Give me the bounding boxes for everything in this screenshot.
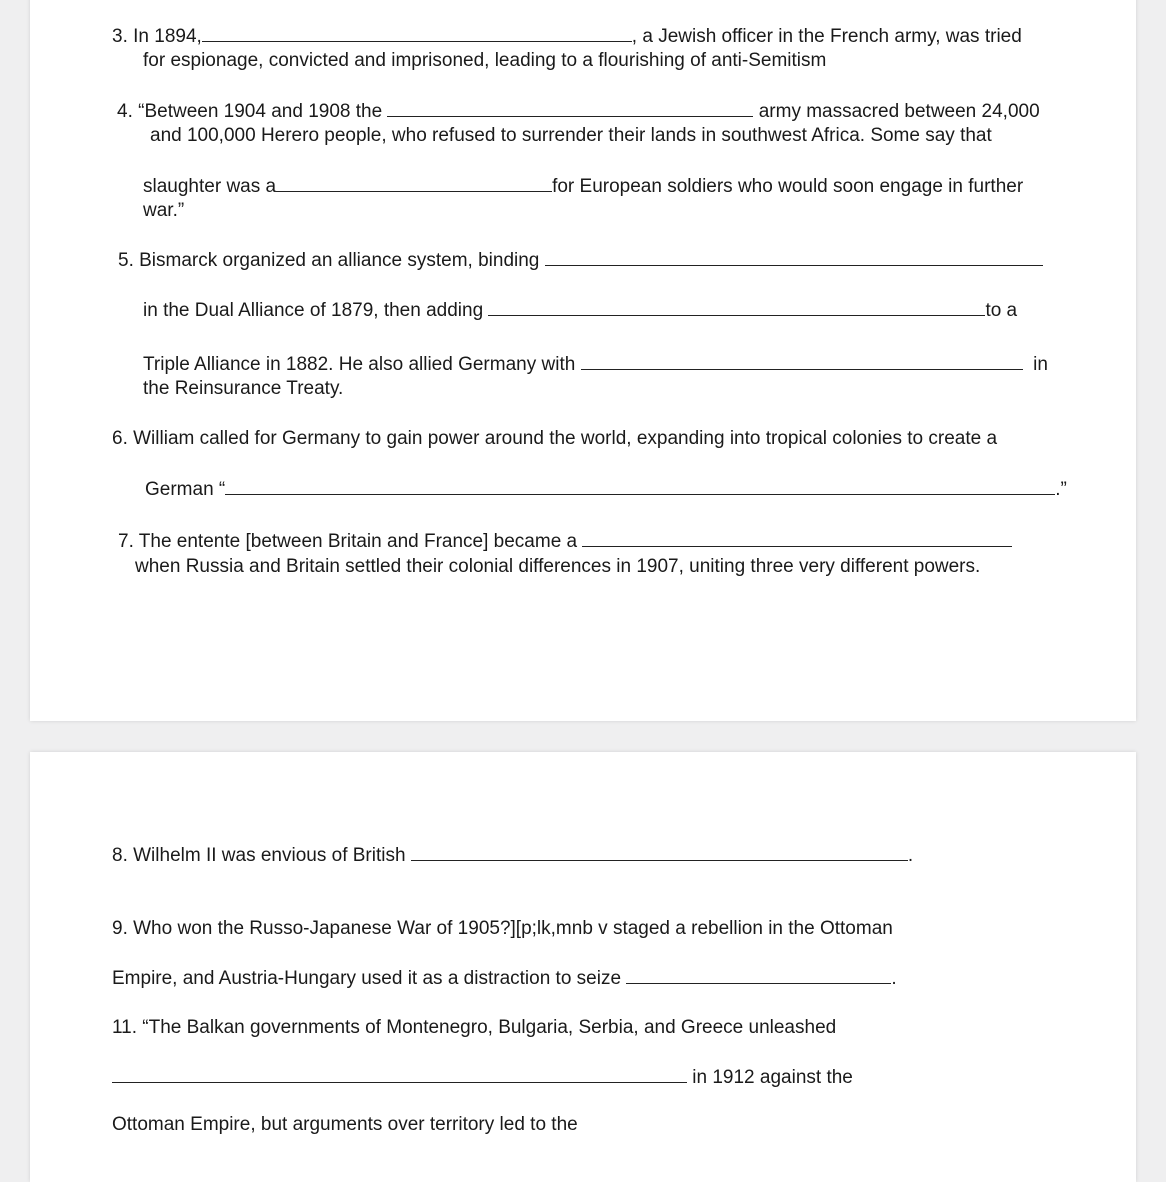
question-6: 6. William called for Germany to gain power around the world, expanding into tropical colonies to create a bbox=[112, 428, 998, 449]
text: 7. The entente [between Britain and France] became a bbox=[118, 531, 578, 552]
question-5-line-2 bbox=[143, 299, 1017, 322]
text: in 1912 against the bbox=[692, 1067, 853, 1088]
text: 4. “Between 1904 and 1908 the bbox=[117, 101, 383, 122]
question-5-line-4: the Reinsurance Treaty. bbox=[143, 378, 344, 399]
question-4-line-3 bbox=[143, 175, 1023, 198]
question-8 bbox=[112, 844, 913, 867]
text: 3. In 1894, bbox=[112, 26, 202, 47]
blank bbox=[488, 299, 985, 316]
question-7 bbox=[118, 530, 1012, 553]
question-11-line-3: Ottoman Empire, but arguments over territory led to the bbox=[112, 1114, 578, 1135]
question-4-line-4: war.” bbox=[143, 200, 185, 221]
text: . bbox=[891, 968, 897, 989]
text: slaughter was a bbox=[143, 176, 277, 197]
question-7-line-2: when Russia and Britain settled their colonial differences in 1907, uniting three very different powers. bbox=[135, 556, 981, 577]
blank bbox=[545, 249, 1043, 266]
question-3 bbox=[112, 25, 1022, 48]
text: in bbox=[1033, 354, 1048, 375]
blank bbox=[411, 844, 908, 861]
text: .” bbox=[1055, 479, 1067, 500]
question-4 bbox=[117, 100, 1040, 123]
blank bbox=[626, 967, 891, 984]
text: for European soldiers who would soon engage in further bbox=[552, 176, 1024, 197]
question-9: 9. Who won the Russo-Japanese War of 1905?][p;lk,mnb v staged a rebellion in the Ottoman bbox=[112, 918, 893, 939]
blank bbox=[112, 1066, 687, 1083]
question-4-line-2: and 100,000 Herero people, who refused to surrender their lands in southwest Africa. Some say that bbox=[150, 125, 992, 146]
blank bbox=[387, 100, 753, 117]
text: 8. Wilhelm II was envious of British bbox=[112, 845, 406, 866]
question-9-line-2 bbox=[112, 967, 897, 990]
text: German “ bbox=[145, 479, 226, 500]
text: . bbox=[907, 845, 914, 866]
question-11-line-2 bbox=[112, 1066, 853, 1089]
blank bbox=[582, 530, 1012, 547]
question-5-line-3 bbox=[143, 353, 1048, 376]
blank bbox=[276, 175, 552, 192]
blank bbox=[581, 353, 1023, 370]
text: 5. Bismarck organized an alliance system, binding bbox=[118, 250, 540, 271]
text: , a Jewish officer in the French army, was tried bbox=[631, 26, 1022, 47]
blank bbox=[225, 478, 1055, 495]
question-11: 11. “The Balkan governments of Montenegro, Bulgaria, Serbia, and Greece unleashed bbox=[112, 1017, 837, 1038]
text: Triple Alliance in 1882. He also allied Germany with bbox=[143, 354, 576, 375]
question-3-line-2: for espionage, convicted and imprisoned, leading to a flourishing of anti-Semitism bbox=[143, 50, 827, 71]
text: army massacred between 24,000 bbox=[758, 101, 1040, 122]
text: Empire, and Austria-Hungary used it as a distraction to seize bbox=[112, 968, 622, 989]
question-6-line-2 bbox=[145, 478, 1067, 501]
text: to a bbox=[985, 300, 1018, 321]
blank bbox=[202, 25, 632, 42]
text: in the Dual Alliance of 1879, then adding bbox=[143, 300, 484, 321]
question-5 bbox=[118, 249, 1043, 272]
